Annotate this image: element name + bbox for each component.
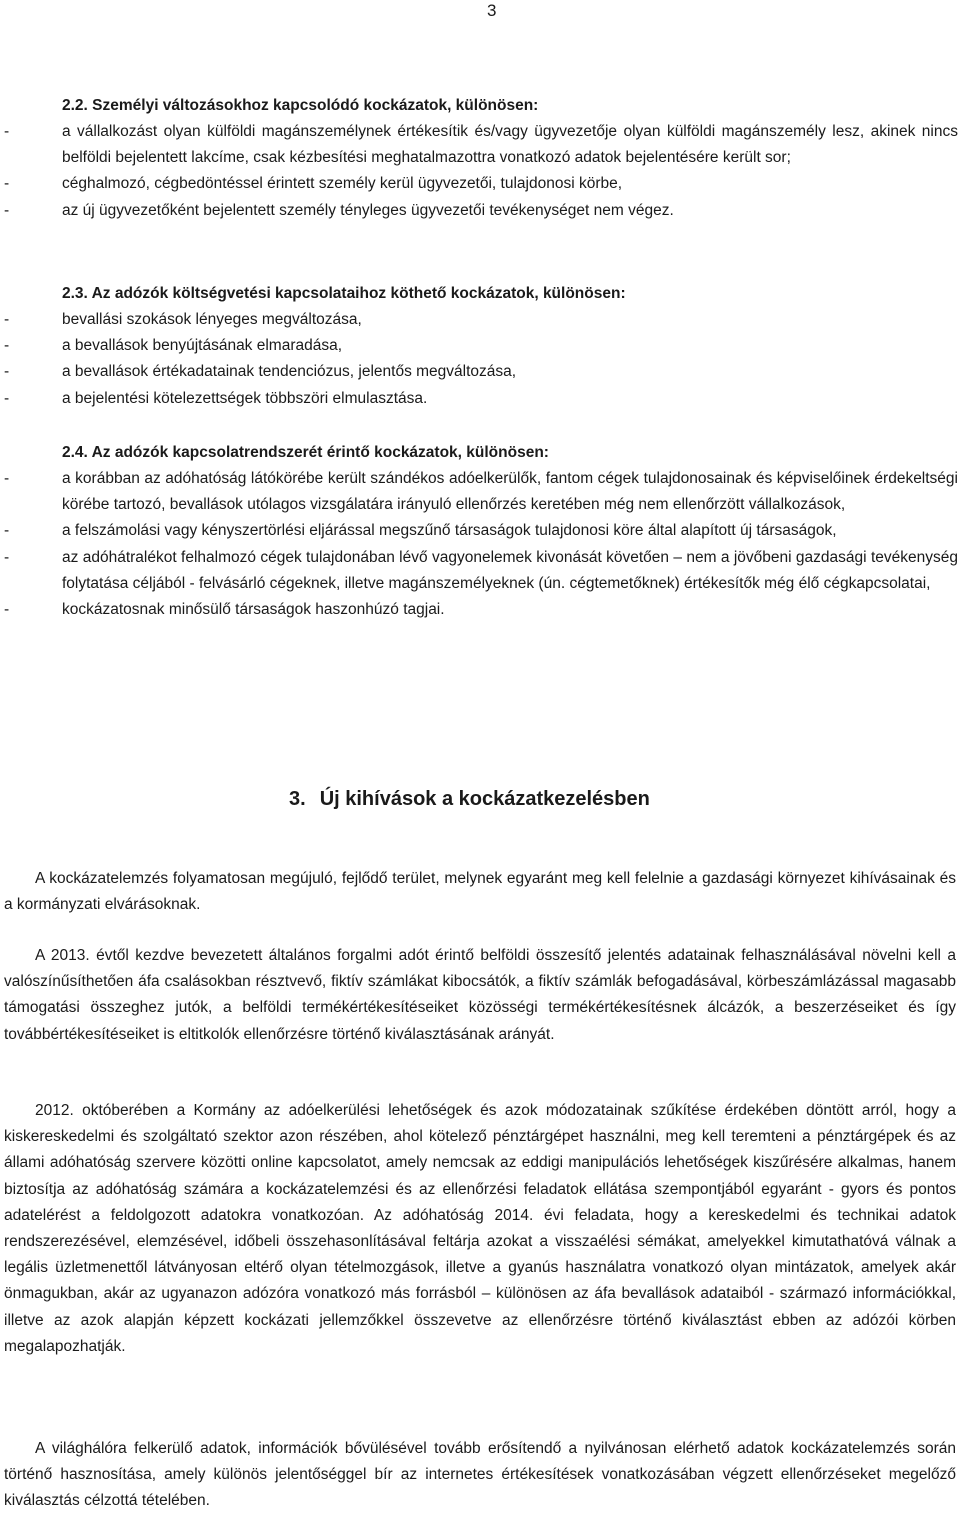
bullet-list <box>0 466 958 623</box>
list-item-text: a bevallások értékadatainak tendenciózus, jelentős megváltozása, <box>62 363 517 381</box>
list-item <box>0 198 958 224</box>
paragraph: A világhálóra felkerülő adatok, információk bővülésével tovább erősítendő a nyilvánosan elérhető adatok kockázatelemzés során történő hasznosítása, amely különös jelentőséggel bír az internetes értékesítések vonatkozásában végzett ellenőrzéseket megelőző kiválasztás célzottá tételében. <box>4 1440 956 1510</box>
list-item-text: a bevallások benyújtásának elmaradása, <box>62 337 343 355</box>
bullet-list <box>0 307 958 412</box>
section-2-4 <box>0 440 958 623</box>
paragraph: 2012. októberében a Kormány az adóelkerülési lehetőségek és azok módozatainak szűkítése érdekében döntött arról, hogy a kiskereskedelmi és szolgáltató szektor azon részében, ahol kötelező pénztárgépet használni, meg kell teremteni a pénztárgépek és az állami adóhatóság szervere közötti online kapcsolatot, amely nemcsak az eddigi manipulációs lehetőségek kiszűrésére alkalmas, hanem biztosítja az adóhatóság számára a kockázatelemzési és az ellenőrzési feladatok ellátása szempontjából egyaránt - gyors és pontos adatelérést a feldolgozott adatokra vonatkozóan. Az adóhatóság 2014. évi feladata, hogy a kereskedelmi és technikai adatok rendszerezésével, elemzésével, időbeli összehasonlításával feltárja azokat a visszaélési sémákat, amelyekkel kimutathatóvá válnak a legális üzletmenettől látványosan eltérő olyan tételmozgások, illetve a gyanús használatra vonatkozó olyan mintázatok, amelyek akár önmagukban, akár az ugyanazon adózóra vonatkozó más forrásból – különösen az áfa bevallások adataiból - származó információkkal, illetve az azok alapján képzett kockázati jellemzőkkel összevetve az ellenőrzésre történő kiválasztást ebben az adózói körben megalapozhatják. <box>4 1102 956 1355</box>
dash-bullet-icon: - <box>4 470 10 487</box>
dash-bullet-icon: - <box>4 548 10 566</box>
dash-bullet-icon: - <box>4 522 10 540</box>
dash-bullet-icon: - <box>4 201 10 219</box>
page-number: 3 <box>487 1 497 20</box>
chapter-title <box>289 785 650 813</box>
list-item <box>0 466 958 518</box>
list-item-text: az adóhátralékot felhalmozó cégek tulajdonában lévő vagyonelemek kivonását követően – nem a jövőbeni gazdasági tevékenység folytatása céljából - felvásárló cégeknek, illetve magánszemélyeknek (ún. cégtemetőknek) értékesítők még élő cégkapcsolatai, <box>62 548 958 592</box>
dash-bullet-icon: - <box>4 363 10 381</box>
list-item-text: kockázatosnak minősülő társaságok haszonhúzó tagjai. <box>62 601 445 619</box>
list-item-text: bevallási szokások lényeges megváltozása, <box>62 311 362 328</box>
list-item-text: céghalmozó, cégbedöntéssel érintett személy kerül ügyvezetői, tulajdonosi körbe, <box>62 175 623 193</box>
section-heading: 2.4. Az adózók kapcsolatrendszerét érintő kockázatok, különösen: <box>62 444 549 461</box>
section-heading: 2.3. Az adózók költségvetési kapcsolataihoz köthető kockázatok, különösen: <box>62 285 626 302</box>
dash-bullet-icon: - <box>4 337 10 355</box>
list-item <box>0 386 958 412</box>
list-item-text: a vállalkozást olyan külföldi magánszemélynek értékesítik és/vagy ügyvezetője olyan külföldi magánszemély lesz, akinek nincs belföldi bejelentett lakcíme, csak kézbesítési meghatalmazottra vonatkozó adatok bejelentésére került sor; <box>62 123 958 167</box>
list-item-text: az új ügyvezetőként bejelentett személy tényleges ügyvezetői tevékenységet nem végez. <box>62 201 674 219</box>
dash-bullet-icon: - <box>4 123 10 140</box>
dash-bullet-icon: - <box>4 175 10 193</box>
list-item <box>0 333 958 359</box>
bullet-list <box>0 119 958 224</box>
section-heading: 2.2. Személyi változásokhoz kapcsolódó kockázatok, különösen: <box>62 97 539 114</box>
section-2-3 <box>0 281 958 412</box>
dash-bullet-icon: - <box>4 311 10 328</box>
list-item <box>0 597 958 623</box>
list-item <box>0 359 958 385</box>
paragraph: A kockázatelemzés folyamatosan megújuló, fejlődő terület, melynek egyaránt meg kell felelnie a gazdasági környezet kihívásainak és a kormányzati elvárásoknak. <box>4 870 956 914</box>
chapter-number: 3. <box>289 788 306 810</box>
list-item <box>0 119 958 171</box>
paragraph: A 2013. évtől kezdve bevezetett általános forgalmi adót érintő belföldi összesítő jelentés adatainak felhasználásával növelni kell a valószínűsíthetően áfa csalásokban résztvevő, fiktív számlákat kibocsátók, a fiktív számlák befogadásával, körbeszámlázással magasabb támogatási összeghez jutók, a belföldi termékértékesítéseiket közösségi termékértékesítésnek álcázók, a beszerzéseiket és így továbbértékesítéseiket is eltitkolók ellenőrzésre történő kiválasztásának arányát. <box>4 947 956 1043</box>
chapter-title-text: Új kihívások a kockázatkezelésben <box>319 788 650 810</box>
list-item <box>0 171 958 197</box>
dash-bullet-icon: - <box>4 601 10 619</box>
section-2-2 <box>0 93 958 224</box>
list-item <box>0 518 958 544</box>
dash-bullet-icon: - <box>4 389 10 407</box>
list-item-text: a felszámolási vagy kényszertörlési eljárással megszűnő társaságok tulajdonosi köre által alapított új társaságok, <box>62 522 837 540</box>
list-item <box>0 307 958 333</box>
list-item-text: a bejelentési kötelezettségek többszöri elmulasztása. <box>62 389 428 407</box>
list-item-text: a korábban az adóhatóság látókörébe került szándékos adóelkerülők, fantom cégek tulajdonosainak és képviselőinek érdekeltségi körébe tartozó, bevallások utólagos vizsgálatára irányuló ellenőrzés keretében még nem ellenőrzött vállalkozások, <box>62 470 958 514</box>
list-item <box>0 545 958 597</box>
